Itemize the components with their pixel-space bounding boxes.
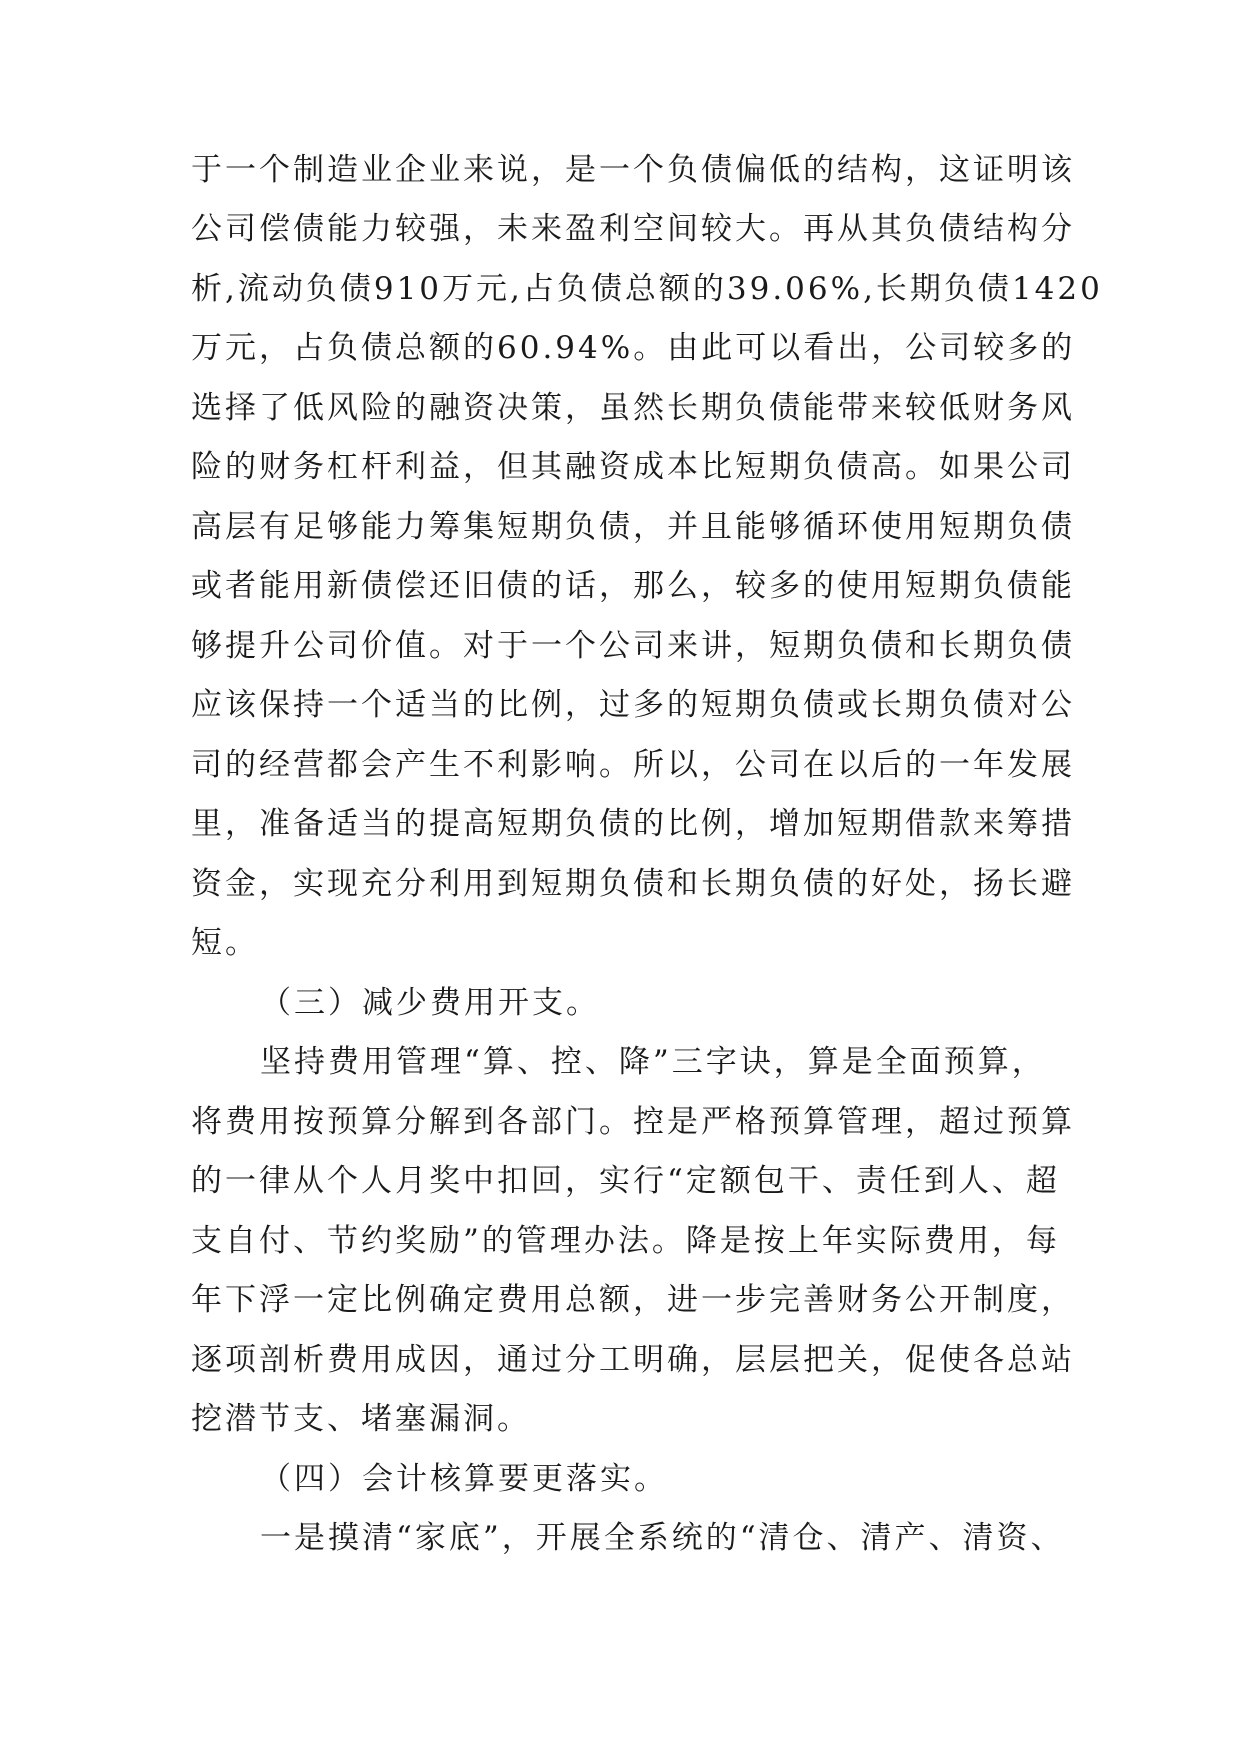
text-line-4: 万元，占负债总额的60.94%。由此可以看出，公司较多的	[191, 330, 1076, 366]
text-line-16: 坚持费用管理“算、控、降”三字诀，算是全面预算，	[260, 1044, 1046, 1080]
text-line-5: 选择了低风险的融资决策，虽然长期负债能带来较低财务风	[191, 390, 1075, 426]
text-line-8: 或者能用新债偿还旧债的话，那么，较多的使用短期负债能	[191, 568, 1075, 604]
text-line-20: 年下浮一定比例确定费用总额，进一步完善财务公开制度，	[191, 1282, 1075, 1318]
section-heading-3: （三）减少费用开支。	[260, 985, 600, 1021]
text-line-11: 司的经营都会产生不利影响。所以，公司在以后的一年发展	[191, 747, 1075, 783]
text-line-18: 的一律从个人月奖中扣回，实行“定额包干、责任到人、超	[191, 1163, 1060, 1199]
text-line-7: 高层有足够能力筹集短期负债，并且能够循环使用短期负债	[191, 509, 1075, 545]
text-line-13: 资金，实现充分利用到短期负债和长期负债的好处，扬长避	[191, 866, 1075, 902]
text-line-12: 里，准备适当的提高短期负债的比例，增加短期借款来筹措	[191, 806, 1075, 842]
text-line-6: 险的财务杠杆利益，但其融资成本比短期负债高。如果公司	[191, 449, 1075, 485]
text-line-1: 于一个制造业企业来说，是一个负债偏低的结构，这证明该	[191, 152, 1075, 188]
text-line-21: 逐项剖析费用成因，通过分工明确，层层把关，促使各总站	[191, 1342, 1075, 1378]
text-line-9: 够提升公司价值。对于一个公司来讲，短期负债和长期负债	[191, 628, 1075, 664]
text-line-17: 将费用按预算分解到各部门。控是严格预算管理，超过预算	[191, 1104, 1075, 1140]
text-line-14: 短。	[191, 925, 259, 961]
text-line-10: 应该保持一个适当的比例，过多的短期负债或长期负债对公	[191, 687, 1075, 723]
text-line-22: 挖潜节支、堵塞漏洞。	[191, 1401, 531, 1437]
section-heading-4: （四）会计核算要更落实。	[260, 1461, 668, 1497]
text-line-2: 公司偿债能力较强，未来盈利空间较大。再从其负债结构分	[191, 211, 1075, 247]
text-line-3: 析,流动负债910万元,占负债总额的39.06%,长期负债1420	[191, 271, 1103, 307]
text-line-24: 一是摸清“家底”，开展全系统的“清仓、清产、清资、	[260, 1520, 1065, 1556]
text-line-19: 支自付、节约奖励”的管理办法。降是按上年实际费用，每	[191, 1223, 1060, 1259]
